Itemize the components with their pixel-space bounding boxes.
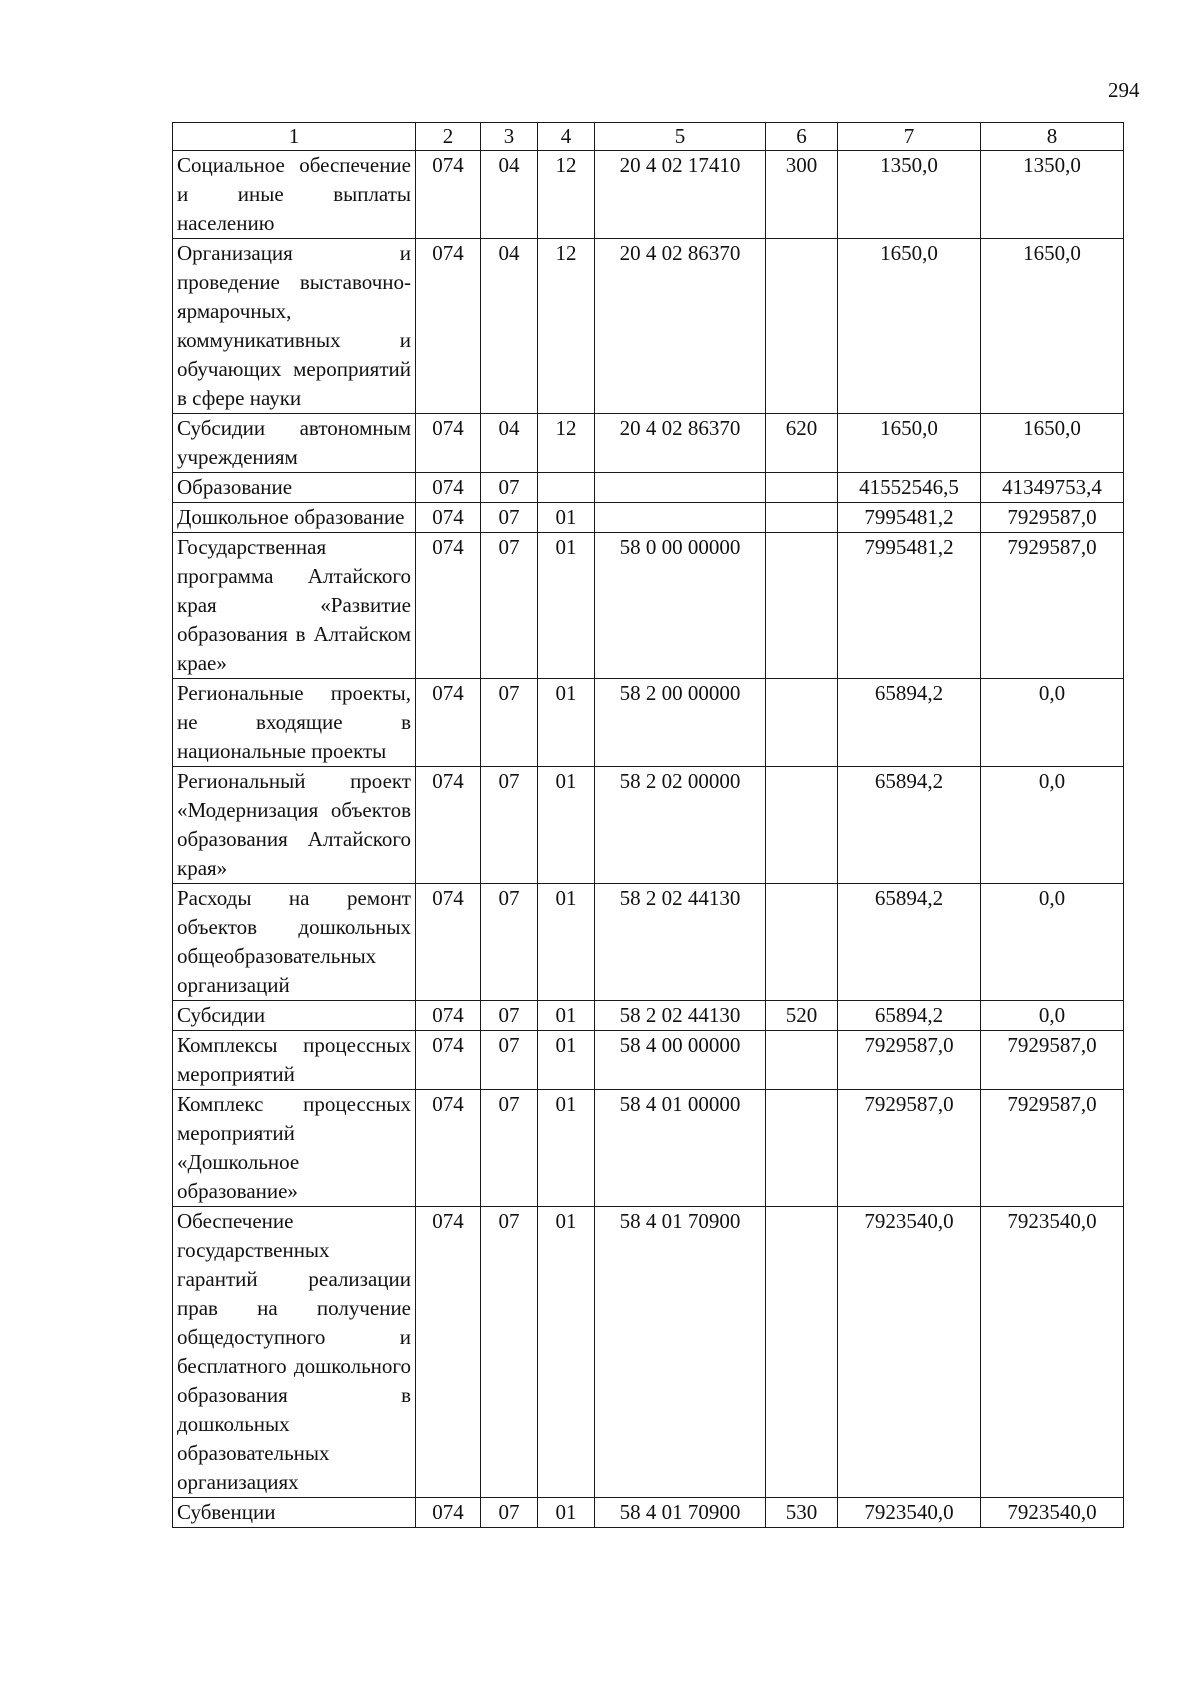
expense-type-cell <box>766 503 838 533</box>
expense-type-cell <box>766 679 838 767</box>
ministry-code-cell: 074 <box>416 1207 481 1498</box>
amount-second-cell: 0,0 <box>981 1001 1124 1031</box>
amount-first-cell: 1650,0 <box>838 414 981 473</box>
expense-type-cell: 620 <box>766 414 838 473</box>
header-cell: 1 <box>173 123 416 151</box>
table-row <box>173 473 1124 503</box>
table-row <box>173 1207 1124 1498</box>
row-name-cell: Субсидии автономным учреждениям <box>173 414 416 473</box>
section-cell: 07 <box>481 1001 538 1031</box>
row-name-cell: Социальное обеспечение и иные выплаты населению <box>173 151 416 239</box>
target-article-cell: 58 4 01 70900 <box>595 1498 766 1528</box>
section-cell: 04 <box>481 151 538 239</box>
expense-type-cell <box>766 884 838 1001</box>
amount-first-cell: 1350,0 <box>838 151 981 239</box>
row-name-cell: Государственная программа Алтайского края «Развитие образования в Алтайском крае» <box>173 533 416 679</box>
subsection-cell: 01 <box>538 503 595 533</box>
header-cell: 2 <box>416 123 481 151</box>
target-article-cell: 20 4 02 86370 <box>595 239 766 414</box>
ministry-code-cell: 074 <box>416 1031 481 1090</box>
amount-second-cell: 0,0 <box>981 884 1124 1001</box>
ministry-code-cell: 074 <box>416 533 481 679</box>
table-row <box>173 414 1124 473</box>
section-cell: 07 <box>481 1090 538 1207</box>
target-article-cell: 58 2 02 44130 <box>595 884 766 1001</box>
target-article-cell: 58 4 01 00000 <box>595 1090 766 1207</box>
subsection-cell: 01 <box>538 533 595 679</box>
table-row <box>173 503 1124 533</box>
table-row <box>173 767 1124 884</box>
target-article-cell: 58 4 00 00000 <box>595 1031 766 1090</box>
expense-type-cell <box>766 473 838 503</box>
target-article-cell: 58 2 02 44130 <box>595 1001 766 1031</box>
page-number: 294 <box>1108 78 1140 102</box>
section-cell: 07 <box>481 473 538 503</box>
table-row <box>173 679 1124 767</box>
amount-second-cell: 1650,0 <box>981 414 1124 473</box>
expense-type-cell <box>766 239 838 414</box>
ministry-code-cell: 074 <box>416 1001 481 1031</box>
section-cell: 04 <box>481 414 538 473</box>
table-row <box>173 1031 1124 1090</box>
amount-first-cell: 65894,2 <box>838 767 981 884</box>
section-cell: 07 <box>481 1207 538 1498</box>
row-name-cell: Субвенции <box>173 1498 416 1528</box>
amount-second-cell: 0,0 <box>981 679 1124 767</box>
table-row <box>173 239 1124 414</box>
table-row <box>173 884 1124 1001</box>
amount-second-cell: 7929587,0 <box>981 1031 1124 1090</box>
expense-type-cell: 530 <box>766 1498 838 1528</box>
expense-type-cell <box>766 767 838 884</box>
subsection-cell: 01 <box>538 679 595 767</box>
row-name-cell: Комплекс процессных мероприятий «Дошкольное образование» <box>173 1090 416 1207</box>
target-article-cell <box>595 473 766 503</box>
amount-first-cell: 65894,2 <box>838 1001 981 1031</box>
expense-type-cell <box>766 1090 838 1207</box>
ministry-code-cell: 074 <box>416 503 481 533</box>
target-article-cell: 20 4 02 17410 <box>595 151 766 239</box>
budget-table <box>172 122 1124 1528</box>
row-name-cell: Организация и проведение выставочно-ярмарочных, коммуникативных и обучающих мероприятий в сфере науки <box>173 239 416 414</box>
amount-second-cell: 7923540,0 <box>981 1207 1124 1498</box>
section-cell: 07 <box>481 1031 538 1090</box>
target-article-cell: 58 2 00 00000 <box>595 679 766 767</box>
subsection-cell: 12 <box>538 151 595 239</box>
subsection-cell: 01 <box>538 884 595 1001</box>
target-article-cell: 58 0 00 00000 <box>595 533 766 679</box>
table-row <box>173 1498 1124 1528</box>
ministry-code-cell: 074 <box>416 414 481 473</box>
row-name-cell: Расходы на ремонт объектов дошкольных общеобразовательных организаций <box>173 884 416 1001</box>
ministry-code-cell: 074 <box>416 1090 481 1207</box>
expense-type-cell <box>766 533 838 679</box>
target-article-cell: 58 4 01 70900 <box>595 1207 766 1498</box>
amount-second-cell: 1350,0 <box>981 151 1124 239</box>
expense-type-cell: 300 <box>766 151 838 239</box>
header-cell: 3 <box>481 123 538 151</box>
amount-first-cell: 7929587,0 <box>838 1090 981 1207</box>
row-name-cell: Обеспечение государственных гарантий реализации прав на получение общедоступного и бесплатного дошкольного образования в дошкольных образовательных организациях <box>173 1207 416 1498</box>
amount-first-cell: 7995481,2 <box>838 503 981 533</box>
subsection-cell: 01 <box>538 767 595 884</box>
subsection-cell: 01 <box>538 1031 595 1090</box>
amount-first-cell: 7923540,0 <box>838 1207 981 1498</box>
amount-second-cell: 1650,0 <box>981 239 1124 414</box>
section-cell: 04 <box>481 239 538 414</box>
expense-type-cell: 520 <box>766 1001 838 1031</box>
table-row <box>173 1090 1124 1207</box>
subsection-cell: 01 <box>538 1001 595 1031</box>
amount-second-cell: 0,0 <box>981 767 1124 884</box>
amount-first-cell: 1650,0 <box>838 239 981 414</box>
row-name-cell: Образование <box>173 473 416 503</box>
row-name-cell: Комплексы процессных мероприятий <box>173 1031 416 1090</box>
expense-type-cell <box>766 1207 838 1498</box>
header-cell: 5 <box>595 123 766 151</box>
ministry-code-cell: 074 <box>416 1498 481 1528</box>
amount-second-cell: 41349753,4 <box>981 473 1124 503</box>
section-cell: 07 <box>481 503 538 533</box>
subsection-cell: 12 <box>538 239 595 414</box>
row-name-cell: Региональные проекты, не входящие в национальные проекты <box>173 679 416 767</box>
amount-second-cell: 7929587,0 <box>981 533 1124 679</box>
section-cell: 07 <box>481 884 538 1001</box>
expense-type-cell <box>766 1031 838 1090</box>
amount-first-cell: 65894,2 <box>838 679 981 767</box>
table-row <box>173 1001 1124 1031</box>
ministry-code-cell: 074 <box>416 884 481 1001</box>
ministry-code-cell: 074 <box>416 767 481 884</box>
amount-first-cell: 7929587,0 <box>838 1031 981 1090</box>
subsection-cell: 01 <box>538 1498 595 1528</box>
target-article-cell: 20 4 02 86370 <box>595 414 766 473</box>
target-article-cell <box>595 503 766 533</box>
header-cell: 6 <box>766 123 838 151</box>
header-cell: 8 <box>981 123 1124 151</box>
subsection-cell: 01 <box>538 1207 595 1498</box>
subsection-cell <box>538 473 595 503</box>
subsection-cell: 01 <box>538 1090 595 1207</box>
table-row <box>173 151 1124 239</box>
row-name-cell: Региональный проект «Модернизация объектов образования Алтайского края» <box>173 767 416 884</box>
amount-second-cell: 7929587,0 <box>981 503 1124 533</box>
table-row <box>173 533 1124 679</box>
row-name-cell: Субсидии <box>173 1001 416 1031</box>
amount-first-cell: 65894,2 <box>838 884 981 1001</box>
section-cell: 07 <box>481 1498 538 1528</box>
ministry-code-cell: 074 <box>416 239 481 414</box>
amount-first-cell: 7923540,0 <box>838 1498 981 1528</box>
ministry-code-cell: 074 <box>416 473 481 503</box>
header-cell: 4 <box>538 123 595 151</box>
amount-second-cell: 7929587,0 <box>981 1090 1124 1207</box>
section-cell: 07 <box>481 767 538 884</box>
amount-first-cell: 41552546,5 <box>838 473 981 503</box>
amount-first-cell: 7995481,2 <box>838 533 981 679</box>
subsection-cell: 12 <box>538 414 595 473</box>
section-cell: 07 <box>481 533 538 679</box>
header-cell: 7 <box>838 123 981 151</box>
amount-second-cell: 7923540,0 <box>981 1498 1124 1528</box>
header-row <box>173 123 1124 151</box>
target-article-cell: 58 2 02 00000 <box>595 767 766 884</box>
row-name-cell: Дошкольное образование <box>173 503 416 533</box>
section-cell: 07 <box>481 679 538 767</box>
ministry-code-cell: 074 <box>416 151 481 239</box>
ministry-code-cell: 074 <box>416 679 481 767</box>
